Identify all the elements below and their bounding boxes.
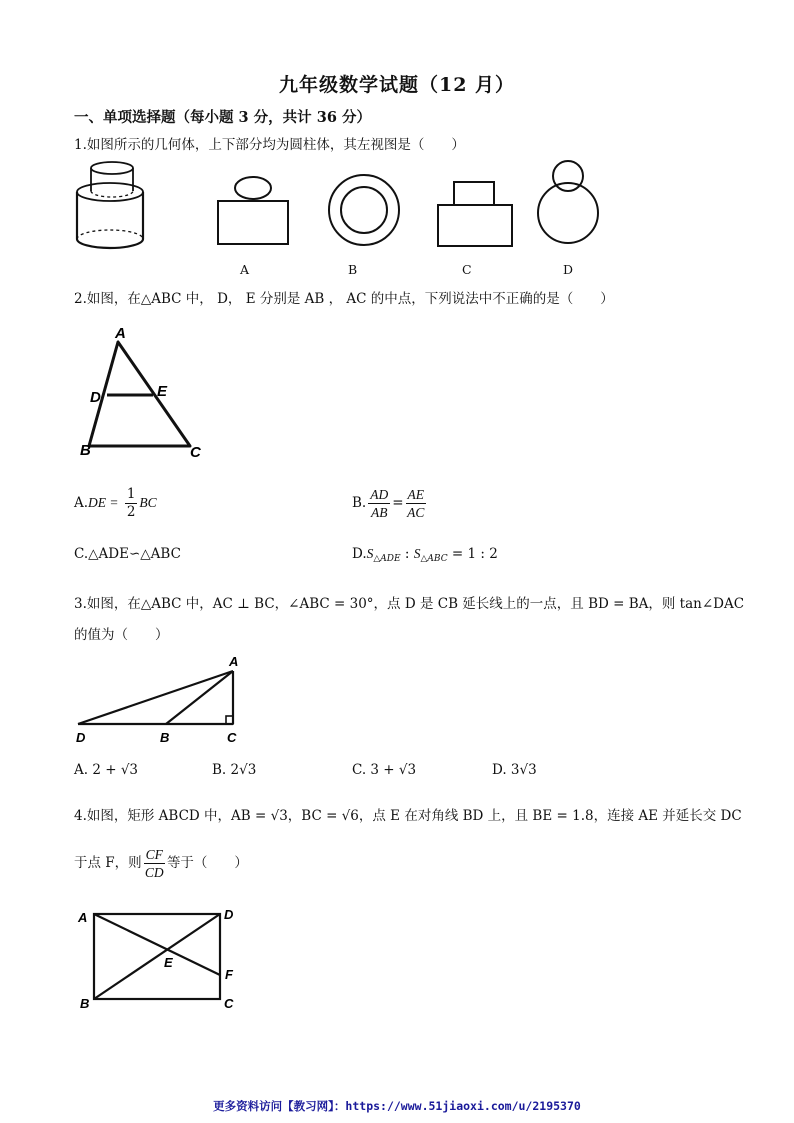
q1-solid-figure [77,162,143,248]
question-3-text-line2: 的值为（ ） [74,627,169,643]
q1-option-a-label: A [240,262,250,277]
q2-option-a: A.DE = $\frac{1}{2}$ BC [74,486,157,520]
q4-label-d: D [224,907,234,922]
q2-label-b: B [80,442,91,459]
q2-triangle-figure [75,320,215,465]
q2-label-c: C [190,444,201,461]
q2-label-d: D [90,389,101,406]
q4-label-a: A [78,910,88,925]
q3-label-c: C [227,730,237,745]
q1-option-c-label: C [462,262,472,277]
q1-option-b-figure [329,175,399,245]
q2-option-b: B. $\frac{AD}{AB}$ = $\frac{AE}{AC}$ [352,487,425,520]
q3-option-a: A. 2 + √3 [74,762,139,778]
section-heading: 一、单项选择题（每小题 3 分，共计 36 分） [74,109,371,126]
q4-label-b: B [80,996,90,1011]
q1-option-d-label: D [563,262,574,277]
q3-label-b: B [160,730,170,745]
q4-label-e: E [164,955,173,970]
q1-option-d-figure [538,161,598,243]
q3-option-d: D. 3√3 [492,762,537,778]
q4-label-c: C [224,996,234,1011]
q4-rectangle-figure [74,900,249,1020]
q2-label-a: A [115,325,126,342]
q3-triangle-figure [72,648,252,748]
q3-label-d: D [76,730,86,745]
question-4-text-line1: 4.如图，矩形 ABCD 中，AB = √3，BC = √6，点 E 在对角线 BD 上，且 BE = 1.8，连接 AE 并延长交 DC [74,808,742,824]
q1-option-a-figure [218,177,288,244]
q2-option-d: $D.S_{\triangle ADE}$ : $S_{\triangle ABC} = 1$ : 2 [352,546,498,564]
question-2-text: 2.如图，在△ABC 中， D， E 分别是 AB ， AC 的中点，下列说法中不正确的是（ ） [74,291,614,307]
q1-figures [70,155,610,260]
q1-option-c-figure [438,182,512,246]
question-3-text-line1: 3.如图，在△ABC 中，AC ⊥ BC，∠ABC = 30°，点 D 是 CB 延长线上的一点，且 BD = BA，则 tan∠DAC [74,596,745,612]
page-title: 九年级数学试题（12 月） [278,74,516,96]
q1-option-b-label: B [348,262,358,277]
footer-resource-link[interactable]: 更多资料访问【教习网】：https://www.51jiaoxi.com/u/2195370 [213,1099,581,1113]
q2-option-c: C.△ADE∽△ABC [74,546,181,562]
q3-option-b: B. 2√3 [212,762,257,778]
q3-option-c: C. 3 + √3 [352,762,417,778]
q2-label-e: E [157,383,168,400]
question-1-text: 1.如图所示的几何体，上下部分均为圆柱体，其左视图是（ ） [74,137,465,153]
question-4-text-line2: 于点 F，则 $\frac{CF}{CD}$ 等于（ ） [74,847,248,880]
q3-label-a: A [229,654,239,669]
q4-label-f: F [225,967,233,982]
